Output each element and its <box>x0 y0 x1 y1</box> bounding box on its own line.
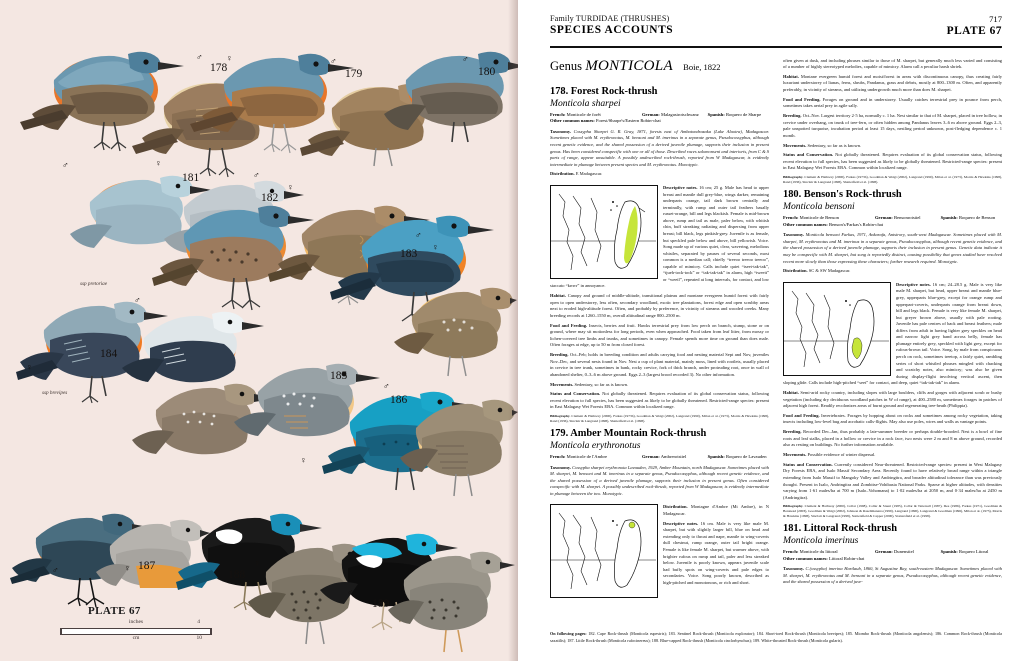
german-label: German: <box>641 111 660 117</box>
movements-label: Movements. <box>550 381 574 387</box>
distribution-line-178 <box>550 171 769 178</box>
bibliography-178 <box>550 414 769 424</box>
other-names: Forest/Sharpe's/Eastern Robin-chat <box>595 118 661 124</box>
bibliography-cont <box>783 175 1002 185</box>
species-title-178: 178. Forest Rock-thrush <box>550 85 658 97</box>
bibliography-label: Bibliography. <box>783 175 804 180</box>
species-title-179: 179. Amber Mountain Rock-thrush <box>550 427 707 439</box>
taxonomy-text: Cossypha sharpei erythronota Lavauden, 1929, Amber Mountain, north Madagascar. Sometimes placed with M. sharpei, M. bensoni and M. imerinus in a separate genus, Pseudocossyphus, although recent genetic evidence, and the shared possession of a derived juvenile plumage, supports their inclusion in present genus. Often considered conspecific with M. sharpei. A possibly undescribed rock-thrush, reported from W Madagascar, is evidently intermediate in plumage between the two. Monotypic. <box>550 464 770 496</box>
movements-paragraph-178 <box>550 382 769 389</box>
sex-symbol-male: ♂ <box>347 587 354 597</box>
breeding-label: Breeding. <box>783 429 802 435</box>
sex-symbol-female: ♀ <box>300 455 307 465</box>
habitat-paragraph-178 <box>550 293 769 319</box>
status-label: Status and Conservation. <box>783 152 834 158</box>
column-right <box>783 58 1002 624</box>
sex-symbol-male: ♂ <box>134 295 141 305</box>
spanish-name: Roquero de Benson <box>958 214 996 220</box>
movements-paragraph-cont <box>783 143 1002 150</box>
bibliography-text: Clement & Hathway (2000), Farkas (1973b), Goodman & Weigt (2002), Langrand (1990), Milon et al. (1973), Morris & Hawkins (1998), Rand (1936), Sinclair & Langrand (1998), Shatterfield et al. (1998). <box>783 175 1002 185</box>
german-name: Dunenstiel <box>893 549 914 555</box>
breeding-paragraph-cont <box>783 113 1002 139</box>
spanish-label: Spanish: <box>707 453 725 459</box>
food-paragraph-178 <box>550 323 769 349</box>
french-name: Monticole de forêt <box>566 111 601 117</box>
following-pages-footnote <box>550 631 1002 644</box>
distribution-map-179 <box>550 504 658 598</box>
distribution-label: Distribution. <box>783 268 808 274</box>
scale-cm-row <box>60 635 212 644</box>
bird-illustration-186-female <box>398 362 518 502</box>
descriptive-text: 16 cm; 24–28.5 g. Male is very like male M. sharpei, but head, upper breast and mantle blue-grey, upperparts blue-grey, except for orange rump and upperpart-coverts, underparts orange from breast down, bill and legs black. Female is very like female M. sharpei, but greyer brown above, usually with pale rooting. Juvenile has pale centres of back and breast feathers; male differs from adult in having lighter grey speckles on head and narrow light grey band across belly, female has plumage entirely grey, speckled with light grey, except for rufous-brown tail. Voice. Song, by male from conspicuous perch on rock, sometimes treetop, a fairly quiet, rambling series of short whistled phrases mingled with chacking and scratchy notes, also mimicry; was also be given during display-flight involving vertical ascent, then sloping glide. Calls include high-pitched “seet” for contact, and deep, quiet “tak-tak-tak” in alarm. <box>783 281 1002 386</box>
page-gutter-shadow <box>508 0 518 661</box>
figure-number-186: 186 <box>390 394 408 406</box>
species-block-181 <box>783 523 1002 586</box>
species-accounts-heading: SPECIES ACCOUNTS <box>550 24 674 36</box>
family-line: Family TURDIDAE (THRUSHES) <box>550 14 670 23</box>
descriptive-text: 16 cm. Male is very like male M. sharpei, but with slightly larger bill, blue on head and extending only to throat and nape, mantle to wing-coverts dull chestnut, rump orange, outer tail bright orange. Female is like female M. sharpei, but warmer above, with brighter rufous on rump and tail, paler and less streaked below. Juvenile is poorly known, appears juvenile scale had buffy spots on wing-coverts and pale edges to secondaries. Voice. Song poorly known, described as high-pitched and monotonous, or rich and short. <box>663 520 769 585</box>
habitat-label: Habitat. <box>783 73 799 79</box>
habitat-text: Canopy and ground of middle-altitude, transitional plateau and montane evergreen humid forest with fairly open to open understorey, less often, secondary woodland, exotic tree plantations, forest edge and open scrubby areas next to eroded high-altitude forest. Often, and probably by preference, in vicinity of streams and wooded creeks. Many breeding records at 1260–1550 m, overall altitudinal range 800–2500 m. <box>550 293 769 318</box>
figure-number-183: 183 <box>400 248 418 260</box>
figure-number-185: 185 <box>330 370 348 382</box>
bibliography-label: Bibliography. <box>550 414 571 419</box>
scale-inches-max: 4 <box>197 619 200 625</box>
figure-number-189: 189 <box>372 598 390 610</box>
sex-symbol-male: ♂ <box>52 565 59 575</box>
sex-symbol-male: ♂ <box>462 54 469 64</box>
descriptive-label: Descriptive notes. <box>663 185 698 191</box>
taxonomy-paragraph-181 <box>783 566 1002 586</box>
movements-paragraph-180 <box>783 452 1002 459</box>
page-header <box>550 14 1002 44</box>
distribution-label: Distribution. <box>550 171 575 177</box>
species-block-179 <box>550 428 769 497</box>
sex-symbol-male: ♂ <box>196 52 203 62</box>
breeding-paragraph-180 <box>783 429 1002 449</box>
scale-cm-label: cm <box>132 635 140 641</box>
german-name: Malagasirotschwanz <box>660 111 699 117</box>
descriptive-label: Descriptive notes. <box>663 520 699 526</box>
other-names: Littoral Robin-chat <box>828 555 865 561</box>
species-block-178 <box>550 86 769 178</box>
bibliography-label: Bibliography. <box>783 504 804 509</box>
scale-cm-max: 10 <box>196 635 202 641</box>
food-label: Food and Feeding. <box>783 412 820 418</box>
breeding-text: Oct–Feb; holds in breeding condition and adults carrying food and nesting material Sept and Nov, juveniles Nov–Dec, and several nests found in Nov. Nest a cup of plant material, mainly moss, lined with rootlets, usually placed in crevice in tree trunk, sometimes in bank, rocky crevice, fork of thick branch, under protruding root, once in wall of abandoned shelter, 0–3–6 m above ground. Eggs 2–3 (largest brood recorded 3). No other information. <box>550 352 770 377</box>
bird-illustration-180-male <box>378 20 518 150</box>
habitat-label: Habitat. <box>550 293 566 299</box>
status-label: Status and Conservation. <box>550 391 601 397</box>
species-names-180 <box>783 215 1002 228</box>
scale-bar-line <box>60 628 212 635</box>
taxonomy-text: C.(ossypha) imerina Hartlaub, 1860, St Augustine Bay, south-eastern Madagascar. Sometimes placed with M. sharpei, M. erythronotus and M. bensoni in a separate genus, Pseudocossyphus, although recent genetic evidence, and the shared possession of a derived juve- <box>783 566 1003 585</box>
taxonomy-paragraph-179 <box>550 465 769 498</box>
species-names-181 <box>783 549 1002 562</box>
movements-text: Possible evidence of winter dispersal. <box>807 452 876 458</box>
text-page <box>518 0 1024 661</box>
descriptive-label: Descriptive notes. <box>896 281 931 287</box>
distribution-map-178 <box>550 185 658 279</box>
german-name: Bensonrotstiel <box>893 214 921 220</box>
scale-inches-label: inches <box>128 619 144 625</box>
bibliography-text: Clement & Hathway (2000), Farkas (1973b), Goodman & Weigt (2002), Langrand (1990), Milon et al. (1973), Morris & Hawkins (1998), Rand (1936), Sinclair & Langrand (1998), Shatterfield et al. (1998). <box>550 414 769 424</box>
food-label: Food and Feeding. <box>550 322 588 328</box>
food-text: Insects, berries and fruit. Hawks terrestrial prey from low perch on branch, stump, stone or on ground, where may sit motionless for long periods, even when approached. Food taken from leaf litter, from mossy or lichen-covered tree limbs and trunks, and sometimes in canopy. Female spends more time on ground than does male. Often forages at edge, up to 50 m from closed forest. <box>550 322 769 348</box>
taxonomy-label: Taxonomy. <box>550 464 571 470</box>
figure-number-184: 184 <box>100 348 118 360</box>
french-label: French: <box>783 549 799 555</box>
habitat-label: Habitat. <box>783 390 799 395</box>
breeding-label: Breeding. <box>550 352 569 358</box>
species-scientific-181: Monticola imerinus <box>783 535 859 547</box>
sex-symbol-female: ♀ <box>124 563 131 573</box>
other-names-label: Other common names: <box>550 118 595 124</box>
bibliography-180 <box>783 504 1002 519</box>
food-text: Invertebrates. Forages by hopping about on rocks and sometimes among rocky vegetation, taking insects including low-level bug and acrobatic calls-flights. May also use poles, wires and walls as vantage points. <box>783 412 1002 425</box>
other-names-label: Other common names: <box>783 555 828 561</box>
bibliography-text: Clement & Hathway (2000), Collar (1998), Collar & Stuart (1985), Collar & Tattersall (1987), Dee (1986), Farkas (1971), Goodman & Bonstead (2003), Goodman & Weigt (2002), Johnson & Raselimanana (1999), Langrand (1990), Langrand & Goodman (1996), Milon et al. (1973), Morris & Hawkins (1998), Sinclair & Langrand (1998), Stattersfield & Capper (2000), Stattersfield et al. (1998). <box>783 504 1003 519</box>
status-paragraph-178 <box>550 391 769 411</box>
sex-symbol-male: ♂ <box>330 56 337 66</box>
food-text: Forages on ground and in understorey. Usually catches terrestrial prey in pounce from perch, sometimes takes aerial prey in agile sally. <box>783 96 1002 109</box>
taxonomy-label: Taxonomy. <box>783 566 804 572</box>
breeding-text: Oct–Nov. Largest territory 2·5 ha, normally c. 1 ha. Nest similar to that of M. sharpei, placed in tree hollow, in crevice under overhang, on trunk of tree-fern, or often hidden among Pandanus leaves 3–6 m above ground. Eggs 2–3, pale unspotted turquoise, incubation period at least 15 days, nestling period unknown, post-fledging dependence c. 1 month. <box>783 113 1003 138</box>
french-name: Monticole de l'Ambre <box>566 453 608 459</box>
distribution-text: Montagne d'Ambre (Mt Ambre), in N Madagascar. <box>663 504 769 516</box>
spanish-name: Roquero de Lavauden <box>725 453 767 459</box>
spanish-label: Spanish: <box>940 549 958 555</box>
species-scientific-179: Monticola erythronotus <box>550 439 641 451</box>
footnote-entries: 182. Cape Rock-thrush (Monticola rupestris); 183. Sentinel Rock-thrush (Monticola explorator); 184. Short-toed Rock-thrush (Monticola brevipes); 185. Miombo Rock-thrush (Monticola angolensis); 186. Common Rock-thrush (Monticola saxatilis); 187. Little Rock-thrush (Monticola rufocinereus); 188. Blue-capped Rock-thrush (Monticola cinclorhynchus); 189. White-throated Rock-thrush (Monticola gularis). <box>550 631 1002 643</box>
taxonomy-label: Taxonomy. <box>550 128 571 134</box>
distribution-text: SC & SW Madagascar. <box>808 268 851 274</box>
species-block-180 <box>783 189 1002 275</box>
french-name: Monticole de Benson <box>799 214 839 220</box>
header-rule <box>550 46 1002 48</box>
movements-label: Movements. <box>783 452 807 458</box>
sex-symbol-female: ♀ <box>432 242 439 252</box>
plate-number: PLATE 67 <box>946 25 1002 37</box>
sex-symbol-female: ♀ <box>287 182 294 192</box>
map-and-description-178 <box>550 185 769 293</box>
distribution-label: Distribution. <box>663 504 688 510</box>
genus-authority: Boie, 1822 <box>683 61 721 72</box>
spanish-label: Spanish: <box>940 214 958 220</box>
taxonomy-paragraph-178 <box>550 129 769 168</box>
taxonomy-paragraph-180 <box>783 232 1002 265</box>
habitat-text: Montane evergreen humid forest and moist/forest in areas with discontinuous canopy, thus creating fairly luxuriant understorey of lianas, ferns, shrubs, Pandanus, grass and debris, mostly at 800–1300 m. Often, and apparently preferably, in vicinity of streams, and utilizing undergrowth much more than does M. sharpei. <box>783 73 1002 93</box>
map-and-description-179 <box>550 504 769 600</box>
species-scientific-178: Monticola sharpei <box>550 97 621 109</box>
habitat-text: Semi-arid rocky country, including slopes with large boulders, cliffs and gorges with adjacent scrub or bushy vegetation (including dry deciduous woodland patches in W of range), at 400–2580 m, sometimes forages in patches of adjacent high forest. Readily recolonizes areas of burnt ground and regenerating tree-heath (Philippia). <box>783 390 1002 409</box>
genus-heading <box>550 58 769 75</box>
species-names-178 <box>550 112 769 125</box>
french-label: French: <box>550 111 566 117</box>
sex-symbol-male: ♂ <box>62 160 69 170</box>
distribution-line-180 <box>783 268 1002 275</box>
spanish-label: Spanish: <box>707 111 725 117</box>
french-label: French: <box>550 453 566 459</box>
status-paragraph-180 <box>783 462 1002 501</box>
species-title-180: 180. Benson's Rock-thrush <box>783 188 902 200</box>
food-label: Food and Feeding. <box>783 96 821 102</box>
breeding-label: Breeding. <box>783 113 802 119</box>
sex-symbol-male: ♂ <box>383 381 390 391</box>
genus-word: Genus <box>550 58 582 73</box>
german-label: German: <box>874 549 893 555</box>
figure-number-182: 182 <box>261 192 279 204</box>
sex-symbol-male: ♂ <box>253 170 260 180</box>
species-title-181: 181. Littoral Rock-thrush <box>783 523 898 535</box>
sex-symbol-female: ♀ <box>155 158 162 168</box>
food-paragraph-cont <box>783 97 1002 110</box>
figure-number-188: 188 <box>228 569 246 581</box>
movements-label: Movements. <box>783 142 807 148</box>
voice-continuation: often given at dusk, and including phrases similar to those of M. sharpei, but generally much less varied and consisting of a number of highly stereotyped melodies, capable of mimicry. Alarm call a peculiar harsh shriek. <box>783 57 1002 70</box>
taxonomy-text: Cossypha Sharpei G. R. Gray, 1871, forests east of Ambatondrazaka (Lake Alaotra), Madagascar. Sometimes placed with M. erythronotus, M. bensoni and M. imerinus in a separate genus, Pseudocossyphus, although recent genetic evidence, and the shared possession of a derived juvenile plumage, supports their inclusion in present genus. Has been considered conspecific with one or all of those. Described races salomonseni and interioris, from C & S parts of range, appear unsuitable. A possibly undescribed rock-thrush, reported from W Madagascar, is evidently intermediate in plumage between present species and M. erythronotus. Monotypic. <box>550 128 769 167</box>
other-names-label: Other common names: <box>783 221 828 227</box>
german-label: German: <box>874 214 893 220</box>
figure-number-187: 187 <box>138 560 156 572</box>
french-label: French: <box>783 214 799 220</box>
figure-number-179: 179 <box>345 68 363 80</box>
status-text: Currently considered Near-threatened. Restricted-range species: present in West Malagasy Dry Forests EBA, and Isalo Massif Secondary Area. Recently found to have relatively broad range within a triangle extending from Isalo Massif to Mangoky Valley and Andringitra, and broader altitudinal tolerance than was previously thought. Present in Isalo, Andringitra and Zombitse-Vohibasia National Parks. Sparse at higher altitudes, with densities varying from 1·61 males/ha at 700 m (Isalo–Vohomana) to 1·02 males/ha at 2050 m, and 0·34 males/ha at 2450 m (Andringitra). <box>783 461 1003 500</box>
movements-text: Sedentary, so far as is known. <box>574 381 629 387</box>
subspecies-label-brevipes: ssp brevipes <box>42 390 68 396</box>
sex-symbol-male: ♂ <box>415 230 422 240</box>
distribution-map-180 <box>783 282 891 376</box>
map-and-description-180 <box>783 282 1002 390</box>
german-name: Ambrerotstiel <box>660 453 687 459</box>
distribution-text: E Madagascar. <box>575 171 603 177</box>
species-scientific-180: Monticola bensoni <box>783 200 855 212</box>
status-label: Status and Conservation. <box>783 461 833 467</box>
species-names-179 <box>550 454 769 461</box>
sex-symbol-female: ♀ <box>26 362 33 372</box>
taxonomy-label: Taxonomy. <box>783 232 804 238</box>
breeding-paragraph-178 <box>550 352 769 378</box>
footnote-prefix: On following pages: <box>550 631 587 637</box>
german-label: German: <box>641 453 660 459</box>
status-paragraph-cont <box>783 152 1002 172</box>
scale-bar <box>60 619 212 644</box>
column-left <box>550 58 769 624</box>
habitat-paragraph-cont <box>783 74 1002 94</box>
figure-number-178: 178 <box>210 62 228 74</box>
bird-illustration-189-female <box>386 516 516 656</box>
other-names: Benson's/Farkas's Robin-chat <box>828 221 884 227</box>
food-paragraph-180 <box>783 413 1002 426</box>
descriptive-text: 16 cm; 25 g. Male has head to upper breast and mantle dull grey-blue, wings darker, remaining underparts orange, tail dark brown centrally and terminally, with rump and outer tail feathers basally russet-orange, bill and legs blackish. Female is mid-brown above, rump and tail as male, paler below, with whitish chin, buff streaking radiating and dispersing from upper breast; bill black, legs pinkish-grey. Juvenile is as female, but speckled pale below and above, bill yellowish. Voice. Song made up of various quiet, clear, wavering, melodious whistles, separated by pauses of several seconds, most common is a median call; chiefly “treeoo treeoo treeoo”, capable of mimicry. Calls include quiet “tseet-tak-tak”, “tjueh-tock-tock” or “tak-tak-tak” in alarm, high “tweeit” or “weeil”, repeated at long intervals, for contact, and low staccato “krrrrr” in annoyance. <box>550 185 770 289</box>
figure-number-180: 180 <box>478 66 496 78</box>
sex-symbol-female: ♀ <box>254 558 261 568</box>
spanish-name: Roquero de Sharpe <box>725 111 762 117</box>
plate-caption: PLATE 67 <box>88 605 141 617</box>
scale-inches-row <box>60 619 212 628</box>
movements-text: Sedentary, so far as is known. <box>807 142 862 148</box>
sex-symbol-female: ♀ <box>226 53 233 63</box>
taxonomy-text: Monticola bensoni Farkas, 1971, Ankarafa, Antsirory, south-west Madagascar. Sometimes placed with M. sharpei, M. erythronotus and M. imerinus in a separate genus, Pseudocossyphus, although recent genetic evidence, and the shared possession of a derived juvenile plumage, supports their inclusion in present genus. Genetic data indicate it may be conspecific with M. sharpei, but song is reportedly distinct, causing possibility that genes studied have resolved recent more slowly than those expressing these characters; further research required. Monotypic. <box>783 232 1003 264</box>
spanish-name: Roquero Litoral <box>958 549 989 555</box>
french-name: Monticole du littoral <box>799 549 838 555</box>
breeding-text: Recorded Dec–Jan, thus probably a late-summer breeder or perhaps double-brooded. Nest is a bowl of fine roots and leaf stalks, placed in a hollow or crevice in a rock face, two nests were 2 m and 8 m above ground, recorded also as resting on buildings. No further information available. <box>783 429 1003 448</box>
page-number: 717 <box>989 14 1002 24</box>
subspecies-label-pretoriae: ssp pretoriae <box>80 281 108 287</box>
status-text: Not globally threatened. Requires evaluation of its global conservation status, following recent elevation to full species, has been suggested as likely to be globally threatened. Restricted-range species: present in East Malagasy Wet Forests EBA. Common within localized range. <box>783 152 1003 171</box>
habitat-paragraph-180 <box>783 390 1002 410</box>
genus-name: MONTICOLA <box>585 57 673 74</box>
status-text: Not globally threatened. Requires evaluation of its global conservation status, following recent elevation to full species, has been suggested as likely to be globally threatened. Restricted-range species: present in East Malagasy Wet Forests EBA. Common within localized range. <box>550 391 770 410</box>
text-columns <box>550 58 1002 624</box>
figure-number-181: 181 <box>182 172 200 184</box>
